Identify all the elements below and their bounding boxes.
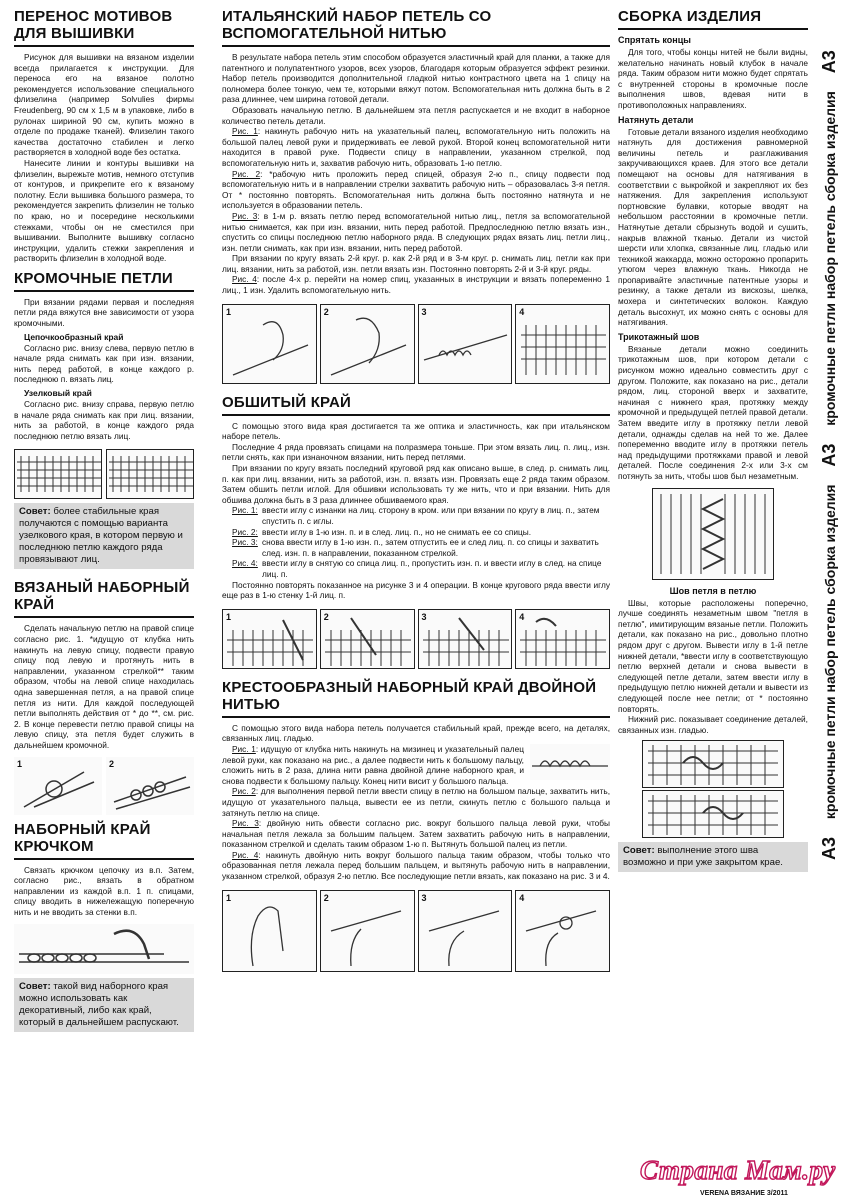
edge-stitch-illustration-left: [14, 449, 102, 499]
section-title-italian-cast-on: ИТАЛЬЯНСКИЙ НАБОР ПЕТЕЛЬ СО ВСПОМОГАТЕЛЬНОЙ НИТЬЮ: [222, 8, 492, 42]
paragraph: Связать крючком цепочку из в.п. Затем, согласно рис., вязать в обратном направлении из каждой в.п. 1 п. спицами, спицу вводить в нижележащую поперечную нить и не вводить за стенки в.п.: [14, 864, 194, 917]
figure-4: 4: [515, 304, 610, 384]
figure-2: 2: [320, 304, 415, 384]
cross-cast-on-detail: [530, 744, 610, 780]
paragraph: Для того, чтобы концы нитей не были видны, желательно начинать новый клубок в начале ряда. Таким образом нити можно будет спрятать с внутренней стороны в кромочные после выполнения швов, вдевая нити в противоположных направлениях.: [618, 47, 808, 110]
paragraph: Последние 4 ряда провязать спицами на полразмера тоньше. При этом вязать лиц. п. лиц., изн. петли снять, как при изнаночном вязании, нить перед петлями.: [222, 441, 610, 463]
paragraph: Сделать начальную петлю на правой спице согласно рис. 1. *идущую от клубка нить накинуть на левую спицу, подвести правую спицу под левую и протянуть нить в направлении, указанном стрелкой** таким образом, чтобы на левой спице находилась одна завершенная петля, а на правой спице петля из нити. Для каждой последующей петли выполнять действия от * до **, см. рис. 2. В конце перевести петлю правой спицы на левую спицу, эта петля будет служить в дальнейшем кромочной.: [14, 623, 194, 750]
step-row: Рис. 2: ввести иглу в 1-ю изн. п. и в след. лиц. п., но не снимать ее со спицы.: [232, 526, 532, 537]
tip-box: Совет: более стабильные края получаются с помощью варианта узелкового края, в котором первую и последнюю петлю каждого ряда провязывают лиц.: [14, 503, 194, 569]
divider: [14, 290, 194, 292]
paragraph: При вязании по кругу вязать 2-й круг. р. как 2-й ряд и в 3-м круг. р. снимать лиц. петли как при лиц. вязании, нить за работой, изн. петли вязать изн. Постоянно повторять 2-й и 3-й круг. ряды.: [222, 253, 610, 274]
figure-3: 3: [418, 304, 513, 384]
paragraph: Рис. 2: для выполнения первой петли ввести спицу в петлю на большом пальце, захватить нить, идущую от указательного пальца, вывести ее из петли, скинуть петлю с большого пальца и затянуть петлю на спице.: [222, 786, 610, 818]
paragraph: Образовать начальную петлю. В дальнейшем эта петля распускается и не входит в наборное количество петель детали.: [222, 104, 610, 126]
cross-cast-on-figures: [222, 890, 610, 972]
paragraph: Рис. 2: *рабочую нить проложить перед спицей, образуя 2-ю п., спицу подвести под вспомогательную нить и в направлении стрелки захватить рабочую нить – образовалась 3-я петля. От * постоянно повторять. Вспомогательная нить должна быть постоянно натянута и не используется в образовании петель.: [222, 168, 611, 211]
paragraph: В результате набора петель этим способом образуется эластичный край для планки, а также для патентного и полупатентного узоров, всех узоров, благодаря которым образуется эффект резинки. Набор петель производится дополнительной гладкой нитью контрастного цвета на 1 спицу на полномера более тонкую, чем те, которыми вяжут потом. Вспомогательная нить должна быть в 2 раза длиннее, чем ширина готовой детали.: [222, 52, 610, 105]
mattress-seam-illustration: [652, 488, 774, 580]
sewn-edge-steps: [222, 505, 610, 579]
side-index-bar: [812, 0, 847, 1200]
divider: [222, 45, 610, 47]
loop-seam-illustration-top: [642, 740, 784, 788]
step-row: Рис. 3: снова ввести иглу в 1-ю изн. п., затем отпустить ее и след лиц. п. со спицы и захватить след. изн. п. в направлении, показанном стрелкой.: [232, 537, 599, 558]
step-row: Рис. 4: ввести иглу в снятую со спица лиц. п., пропустить изн. п. и ввести иглу в след. на спице лиц. п.: [232, 558, 602, 579]
paragraph: Рис. 1: накинуть рабочую нить на указательный палец, вспомогательную нить положить на большой палец левой руки и придерживать ее левой рукой. Второй конец вспомогательной нити находится в правой руке. Подвести спицу в направлении, указанном стрелкой, под вспомогательную нить и, захватив рабочую нить, образовать 1-ю петлю.: [222, 126, 611, 168]
side-index-text: А3 кромочные петли набор петель сборка изделия А3 кромочные петли набор петель сборка изделия А3: [819, 50, 839, 860]
loop-seam-illustration-bottom: [642, 790, 784, 838]
figure-4: 4: [515, 609, 610, 669]
figure-2: 2: [320, 609, 415, 669]
paragraph: Вязаные детали можно соединить трикотажным шов, при котором детали с рисунком можно идеально совместить друг с другом. Положите, как показано на рис., детали рядом, лиц. стороной вверх и захватите, начиная с нижнего края, протяжку между кромочной и предыдущей петлей правой детали. Затем введите иглу в протяжку петли левой детали, однажды сделав на ней то же. Далее попеременно вводите иглу в протяжки петель над предыдущими протяжками правой и левой деталей. После соединения 2-х или 3-х см потянуть за нить, чтобы шов был незаметным.: [618, 343, 808, 481]
paragraph: Рисунок для вышивки на вязаном изделии всегда прилагается к инструкции. Для переноса его на вязаное полотно рекомендуется использование специального флизелина (например Solvuliеs фирмы Freudenberg, 90 см х 1,5 м в упаковке, либо в рулонах шириной 90 см, купить можно в отделе по продаже тканей). Флизелин такого качества достаточно стабилен и легко растворяется в холодной воде без остатка.: [14, 52, 194, 158]
column-right: [618, 0, 808, 876]
subheading-mattress-seam: Трикотажный шов: [618, 331, 700, 342]
section-title-embroidery-transfer: ПЕРЕНОС МОТИВОВ ДЛЯ ВЫШИВКИ: [14, 8, 173, 42]
divider: [14, 858, 194, 860]
section-title-edge-stitches: КРОМОЧНЫЕ ПЕТЛИ: [14, 269, 173, 287]
section-title-cross-cast-on: КРЕСТООБРАЗНЫЙ НАБОРНЫЙ КРАЙ ДВОЙНОЙ НИТЬЮ: [222, 678, 597, 713]
paragraph: При вязании рядами первая и последняя петли ряда вяжутся вне зависимости от узора кромочными.: [14, 296, 194, 329]
paragraph: Рис. 1: идущую от клубка нить накинуть на мизинец и указательный палец левой руки, как показано на рис., а далее подвести нить к большому пальцу, сложить нить в 2 раза, длина нити равна двойной длине наборного края, и снова подвести к большому пальцу. Конец нити висит у большого пальца.: [222, 743, 525, 786]
section-title-crochet-cast-on: НАБОРНЫЙ КРАЙ КРЮЧКОМ: [14, 820, 151, 855]
tip-box: Совет: такой вид наборного края можно использовать как декоративный, либо как край, который в дальнейшем распускают.: [14, 978, 194, 1032]
section-title-assembly: СБОРКА ИЗДЕЛИЯ: [618, 8, 762, 25]
figure-1: 1: [222, 304, 317, 384]
figure-3: 3: [418, 890, 513, 972]
subheading-loop-to-loop: Шов петля в петлю: [669, 585, 757, 596]
divider: [14, 45, 194, 47]
figure-1: 1: [222, 609, 317, 669]
figure-2: 2: [320, 890, 415, 972]
paragraph: Швы, которые расположены поперечно, лучше соединять незаметным швом "петля в петлю", имитирующим вязаные петли. Положить детали, как показано на рис., довольно плотно рядом друг с другом. Вывести иглу в 1-й петле нижней детали, *ввести иглу в соответствующую петлю верхней детали и снова вывести в следующей петле детали, затем ввести иглу в предыдущую петлю нижней детали и вывести из следующей после нее петли; от * постоянно повторять.: [618, 597, 808, 714]
paragraph: Рис. 4: накинуть двойную нить вокруг большого пальца таким образом, чтобы только что образованная петля лежала перед большим пальцем, и вытянуть рабочую нить в направлении, указанном стрелкой, образуя 2-ю петлю. Все последующие петли вязать, как показано на рис. 3 и 4.: [222, 849, 610, 882]
cast-on-figure-1: 1: [14, 757, 102, 815]
step-row: Рис. 1: ввести иглу с изнанки на лиц. сторону в кром. или при вязании по кругу в лиц. п., затем спустить п. с иглы.: [232, 505, 600, 526]
page-footer: VERENA ВЯЗАНИЕ 3/2011: [700, 1190, 788, 1197]
paragraph: При вязании по кругу вязать последний круговой ряд как описано выше, в след. р. снимать лиц. п. как при лиц. вязании, нить за работой, изн. п. вязать изн. Провязать еще 2 ряда таким образом. Затем обшить петли иглой. Для обшивки использовать ту же нить, что и при вязании. Нить для обшива должна быть в 3 раза длиннее обшиваемого края.: [222, 463, 610, 505]
paragraph: Нанесите линии и контуры вышивки на флизелин, вырежьте мотив, немного отступив от контуров, и прикрепите его к вязаному полотну. Если вышивка большого размера, то рекомендуется закрепить флизелин не только по краю, но и посередине несколькими стежками, чтобы он не сместился при вышивании. Выполните вышивку согласно инструкции, удалить стежки закрепления и растворить флизелин в холодной воде.: [14, 157, 194, 264]
edge-stitch-illustration-right: [106, 449, 194, 499]
paragraph: С помощью этого вида края достигается та же оптика и эластичность, как при итальянском наборе петель.: [222, 420, 610, 442]
divider: [14, 616, 194, 618]
figure-4: 4: [515, 890, 610, 972]
paragraph: Нижний рис. показывает соединение деталей, связанных изн. гладью.: [618, 714, 808, 735]
divider: [222, 414, 610, 416]
divider: [618, 28, 808, 30]
subheading-chain-edge: Цепочкообразный край: [24, 331, 124, 342]
sewn-edge-figures: [222, 609, 610, 669]
section-title-sewn-edge: ОБШИТЫЙ КРАЙ: [222, 393, 351, 411]
italian-cast-on-figures: [222, 304, 610, 384]
crochet-cast-on-illustration: [14, 924, 194, 974]
paragraph: Рис. 4: после 4-х р. перейти на номер спиц, указанных в инструкции и вязать попеременно 1 лиц., 1 изн. Удалить вспомогательную нить.: [222, 274, 610, 296]
figure-3: 3: [418, 609, 513, 669]
figure-1: 1: [222, 890, 317, 972]
column-left: [14, 0, 194, 1036]
tip-box: Совет: выполнение этого шва возможно и при уже закрытом крае.: [618, 842, 808, 872]
column-middle: [222, 0, 610, 972]
divider: [222, 716, 610, 718]
subheading-knot-edge: Узелковый край: [24, 388, 92, 399]
paragraph: Постоянно повторять показанное на рисунке 3 и 4 операции. В конце кругового ряда ввести иглу еще раз в 1-ю стенку 1-й лиц. п.: [222, 579, 610, 601]
paragraph: Согласно рис. внизу слева, первую петлю в начале ряда снимать как при изн. вязании, нить перед работой, в конце каждого р. последнюю п. вязать лиц.: [14, 342, 194, 385]
paragraph: Рис. 3: двойную нить обвести согласно рис. вокруг большого пальца левой руки, чтобы начальная петля лежала за большим пальцем. Затем захватить рабочую нить в направлении, показанном стрелкой и сделать таким образом 1-ю п. Вытянуть большой палец из петли.: [222, 818, 611, 850]
paragraph: Рис. 3: в 1-м р. вязать петлю перед вспомогательной нитью лиц., петля за вспомогательной нитью снимается, как при изн. вязании, нить перед работой. Предпоследнюю петлю вязать изн., спустить со спицы последнюю петлю наборного ряда. В следующих рядах вязать лиц. петли лиц., изн. петли снимать, как при изн. вязании, нить перед работой.: [222, 210, 610, 253]
paragraph: Готовые детали вязаного изделия необходимо натянуть для достижения равномерной величины петель и разглаживания закручивающихся краев. Для этого все детали помещают на основы для натягивания в соответствии с выкройкой и закрепляют их без натяжения. Для закрепления используют портновские булавки, которые вводят на небольшом расстоянии в кромочные петли. Натянутые детали сбрызнуть водой и сушить, накрыв влажной тканью. Детали из чистой шерсти или хлопка, связанные лиц. гладью или техникой жаккарда, можно осторожно пропарить утюгом через влажную ткань. Никогда не пропаривайте эластичные патентные узоры и резинку, а также детали из вискозы, шелка, мохера и синтетических волокон. Каждую деталь высохнут, их можно снять с основы для натягивания.: [618, 126, 808, 328]
subheading-hide-ends: Спрятать концы: [618, 35, 691, 45]
site-watermark: Страна Мам.ру: [640, 1155, 836, 1185]
paragraph: Согласно рис. внизу справа, первую петлю в начале ряда снимать как при лиц. вязании, нить за работой, в конце каждого ряда последнюю петлю вязать лиц.: [14, 399, 194, 441]
cast-on-figure-2: 2: [106, 757, 194, 815]
section-title-knitted-cast-on: ВЯЗАНЫЙ НАБОРНЫЙ КРАЙ: [14, 579, 190, 614]
paragraph: С помощью этого вида набора петель получается стабильный край, прежде всего, на деталях, связанных лиц. гладью.: [222, 722, 610, 744]
subheading-block-pieces: Натянуть детали: [618, 114, 694, 125]
